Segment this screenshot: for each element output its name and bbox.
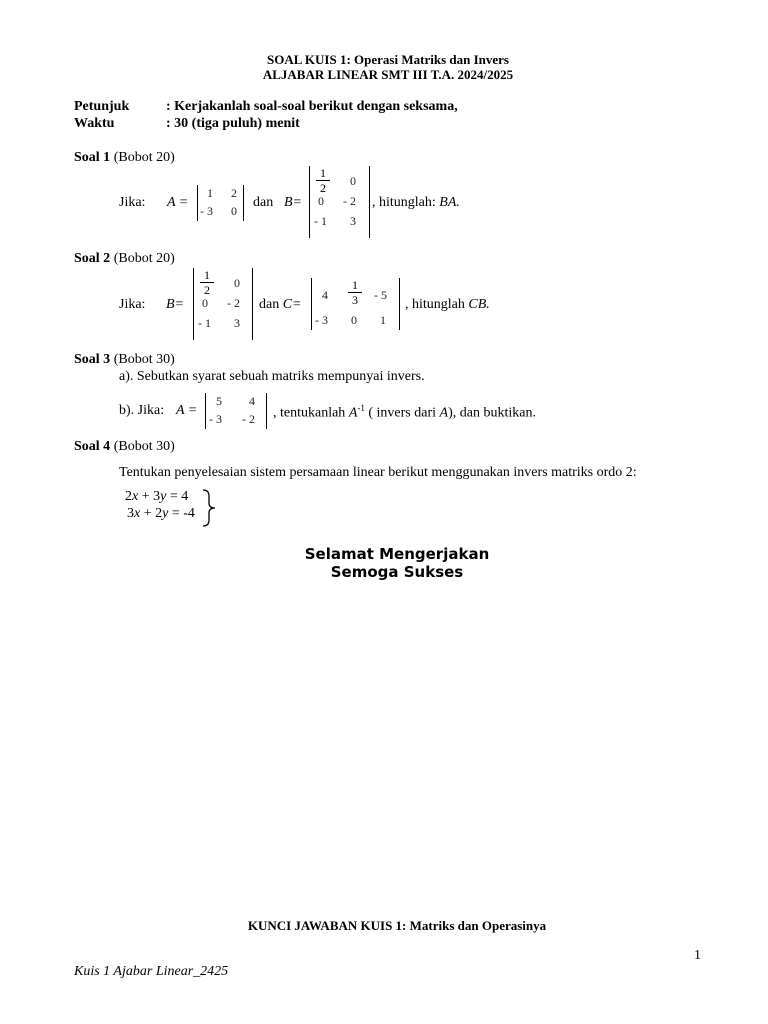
soal1-a-label: A =	[167, 195, 189, 210]
soal2-matrix-b	[193, 268, 253, 340]
matrix-cell: - 1	[198, 316, 211, 330]
soal1-dan: dan	[253, 195, 274, 210]
soal3-matrix-a	[205, 393, 267, 429]
soal1-target: BA.	[439, 195, 460, 210]
soal3-heading	[74, 352, 175, 368]
soal1-suffix: , hitunglah:	[372, 195, 440, 210]
matrix-cell: - 2	[227, 296, 240, 310]
soal2-jika: Jika:	[119, 297, 146, 312]
soal2-weight: (Bobot 20)	[113, 251, 175, 266]
soal1-title: Soal 1	[74, 150, 111, 165]
soal2-c-label: C=	[282, 297, 302, 312]
petunjuk-value: : Kerjakanlah soal-soal berikut dengan seksama,	[166, 99, 458, 114]
soal3-suffix2: ( invers dari	[364, 405, 440, 421]
soal2-b-label: B=	[166, 297, 184, 312]
page-number: 1	[694, 948, 701, 963]
soal2-suffix: , hitunglah	[405, 297, 469, 312]
right-brace-icon	[201, 489, 217, 527]
doc-title-line1: SOAL KUIS 1: Operasi Matriks dan Invers	[267, 52, 509, 67]
matrix-cell: 1	[380, 313, 386, 327]
matrix-cell: 0	[234, 276, 240, 290]
soal3-part-a: a). Sebutkan syarat sebuah matriks mempunyai invers.	[119, 369, 425, 384]
matrix-cell-fraction: 1 2	[316, 167, 330, 194]
soal3-part-b-prefix: b). Jika:	[119, 403, 165, 418]
soal2-dan-c	[259, 297, 302, 313]
soal3-suffix3: ), dan buktikan.	[448, 405, 536, 421]
answer-key-title: KUNCI JAWABAN KUIS 1: Matriks dan Operasinya	[247, 918, 547, 933]
soal3-suffix1: , tentukanlah	[273, 405, 349, 421]
matrix-cell: 2	[231, 186, 237, 200]
soal1-weight: (Bobot 20)	[113, 150, 175, 165]
soal1-jika: Jika:	[119, 195, 146, 210]
matrix-cell: - 3	[315, 313, 328, 327]
matrix-cell: 0	[350, 174, 356, 188]
matrix-cell: - 1	[314, 214, 327, 228]
doc-title-line2: ALJABAR LINEAR SMT III T.A. 2024/2025	[262, 67, 514, 82]
soal2-question	[405, 297, 490, 313]
soal4-title: Soal 4	[74, 439, 111, 454]
footer-text: Kuis 1 Ajabar Linear_2425	[74, 964, 229, 979]
closing-line2: Semoga Sukses	[330, 563, 464, 581]
matrix-cell: - 3	[209, 412, 222, 426]
soal2-matrix-c	[311, 278, 400, 330]
soal2-heading	[74, 251, 175, 267]
soal1-b-label: B=	[284, 195, 302, 210]
matrix-cell: 5	[216, 394, 222, 408]
soal1-question	[372, 195, 460, 211]
soal3-superscript: -1	[357, 403, 365, 413]
soal3-title: Soal 3	[74, 352, 111, 367]
soal1-heading	[74, 150, 175, 166]
soal4-equation-1: 2x + 3y = 4	[125, 489, 189, 504]
matrix-cell: 0	[351, 313, 357, 327]
matrix-cell: 1	[207, 186, 213, 200]
matrix-cell: 0	[231, 204, 237, 218]
soal1-matrix-b	[309, 166, 370, 238]
matrix-cell: 4	[249, 394, 255, 408]
matrix-cell: 0	[318, 194, 324, 208]
matrix-cell: 3	[350, 214, 356, 228]
matrix-cell: 3	[234, 316, 240, 330]
soal3-a-var: A	[348, 405, 358, 421]
petunjuk-label: Petunjuk	[74, 99, 130, 114]
waktu-value: : 30 (tiga puluh) menit	[166, 116, 300, 131]
soal4-weight: (Bobot 30)	[113, 439, 175, 454]
matrix-cell: - 3	[200, 204, 213, 218]
soal2-dan: dan	[259, 297, 283, 312]
matrix-cell: - 2	[343, 194, 356, 208]
soal1-matrix-a	[197, 185, 244, 221]
matrix-cell: - 5	[374, 288, 387, 302]
soal4-instruction: Tentukan penyelesaian sistem persamaan linear berikut menggunakan invers matriks ordo 2:	[119, 465, 637, 480]
soal3-question	[273, 403, 536, 422]
soal3-a-var2: A	[439, 405, 449, 421]
matrix-cell: 4	[322, 288, 328, 302]
soal2-target: CB.	[468, 297, 490, 312]
matrix-cell: 0	[202, 296, 208, 310]
soal4-equation-2: 3x + 2y = -4	[127, 506, 195, 521]
closing-line1: Selamat Mengerjakan	[304, 545, 490, 563]
soal3-a-label: A =	[176, 403, 198, 418]
soal4-heading	[74, 439, 175, 455]
matrix-cell-fraction: 1 2	[200, 269, 214, 296]
matrix-cell-fraction: 1 3	[348, 279, 362, 306]
soal3-weight: (Bobot 30)	[113, 352, 175, 367]
matrix-cell: - 2	[242, 412, 255, 426]
soal2-title: Soal 2	[74, 251, 111, 266]
waktu-label: Waktu	[74, 116, 115, 131]
